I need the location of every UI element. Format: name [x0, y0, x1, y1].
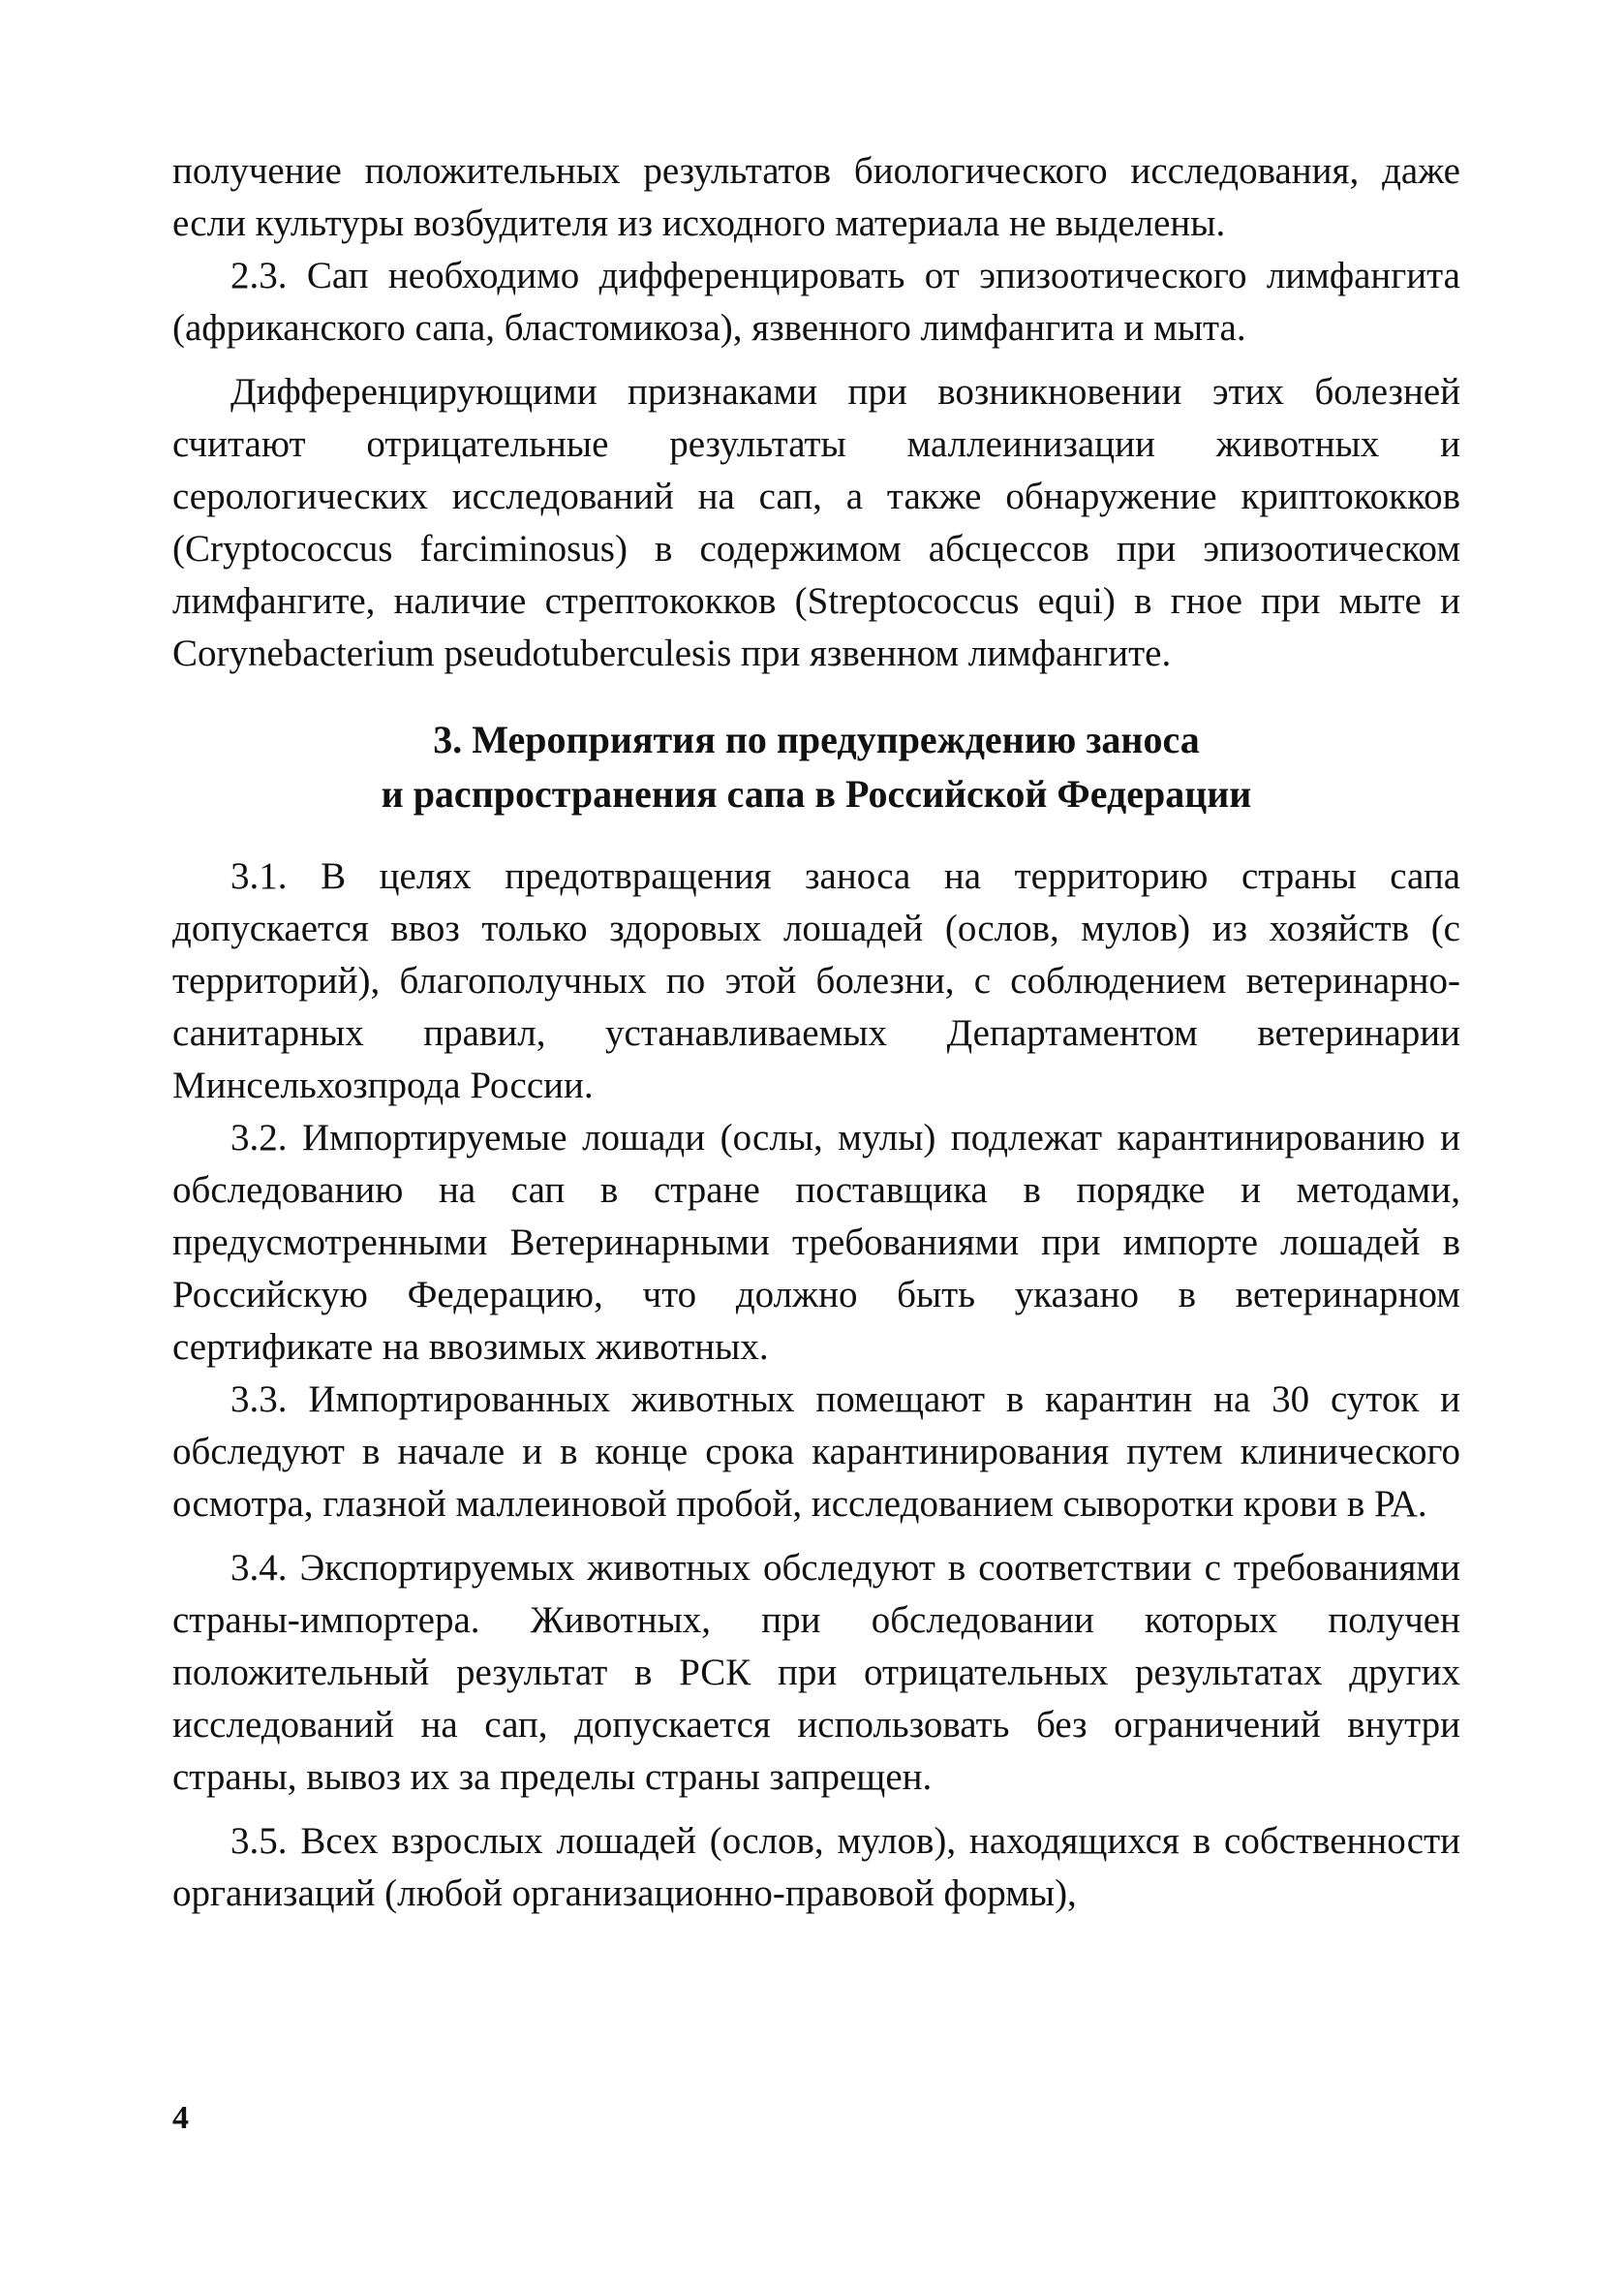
- paragraph-3-4: 3.4. Экспортируемых животных обследуют в соответствии с требованиями страны-импортера. Животных, при обследовании которых получен положительный результат в РСК при отрицательных результатах других исследований на сап, допускается использовать без ограничений внутри страны, вывоз их за пределы страны запрещен.: [172, 1547, 1460, 1798]
- section-heading: [172, 713, 1460, 821]
- paragraph-continuation: получение положительных результатов биологического исследования, даже если культуры возбудителя из исходного материала не выделены.: [172, 150, 1460, 244]
- page-number: 4: [172, 2100, 189, 2136]
- document-page: [172, 145, 1460, 1920]
- paragraph-3-1: 3.1. В целях предотвращения заноса на территорию страны сапа допускается ввоз только здоровых лошадей (ослов, мулов) из хозяйств (с территорий), благополучных по этой болезни, с соблюдением ветеринарно-санитарных правил, устанавливаемых Департаментом ветеринарии Минсельхозпрода России.: [172, 855, 1460, 1106]
- paragraph-differential-signs: Дифференцирующими признаками при возникновении этих болезней считают отрицательные результаты маллеинизации животных и серологических исследований на сап, а также обнаружение криптококков (Cryptococcus farciminosus) в содержимом абсцессов при эпизоотическом лимфангите, наличие стрептококков (Streptococcus equi) в гное при мыте и Corynebacterium pseudotuberculesis при язвенном лимфангите.: [172, 371, 1460, 674]
- section-heading-line-2: и распространения сапа в Российской Федерации: [381, 772, 1252, 816]
- paragraph-2-3: 2.3. Сап необходимо дифференцировать от эпизоотического лимфангита (африканского сапа, бластомикоза), язвенного лимфангита и мыта.: [172, 255, 1460, 349]
- paragraph-3-2: 3.2. Импортируемые лошади (ослы, мулы) подлежат карантинированию и обследованию на сап в стране поставщика в порядке и методами, предусмотренными Ветеринарными требованиями при импорте лошадей в Российскую Федерацию, что должно быть указано в ветеринарном сертификате на ввозимых животных.: [172, 1117, 1460, 1368]
- paragraph-3-5: 3.5. Всех взрослых лошадей (ослов, мулов), находящихся в собственности организаций (любой организационно-правовой формы),: [172, 1820, 1460, 1914]
- section-heading-line-1: 3. Мероприятия по предупреждению заноса: [433, 718, 1200, 761]
- paragraph-3-3: 3.3. Импортированных животных помещают в карантин на 30 суток и обследуют в начале и в конце срока карантинирования путем клинического осмотра, глазной маллеиновой пробой, исследованием сыворотки крови в РА.: [172, 1378, 1460, 1525]
